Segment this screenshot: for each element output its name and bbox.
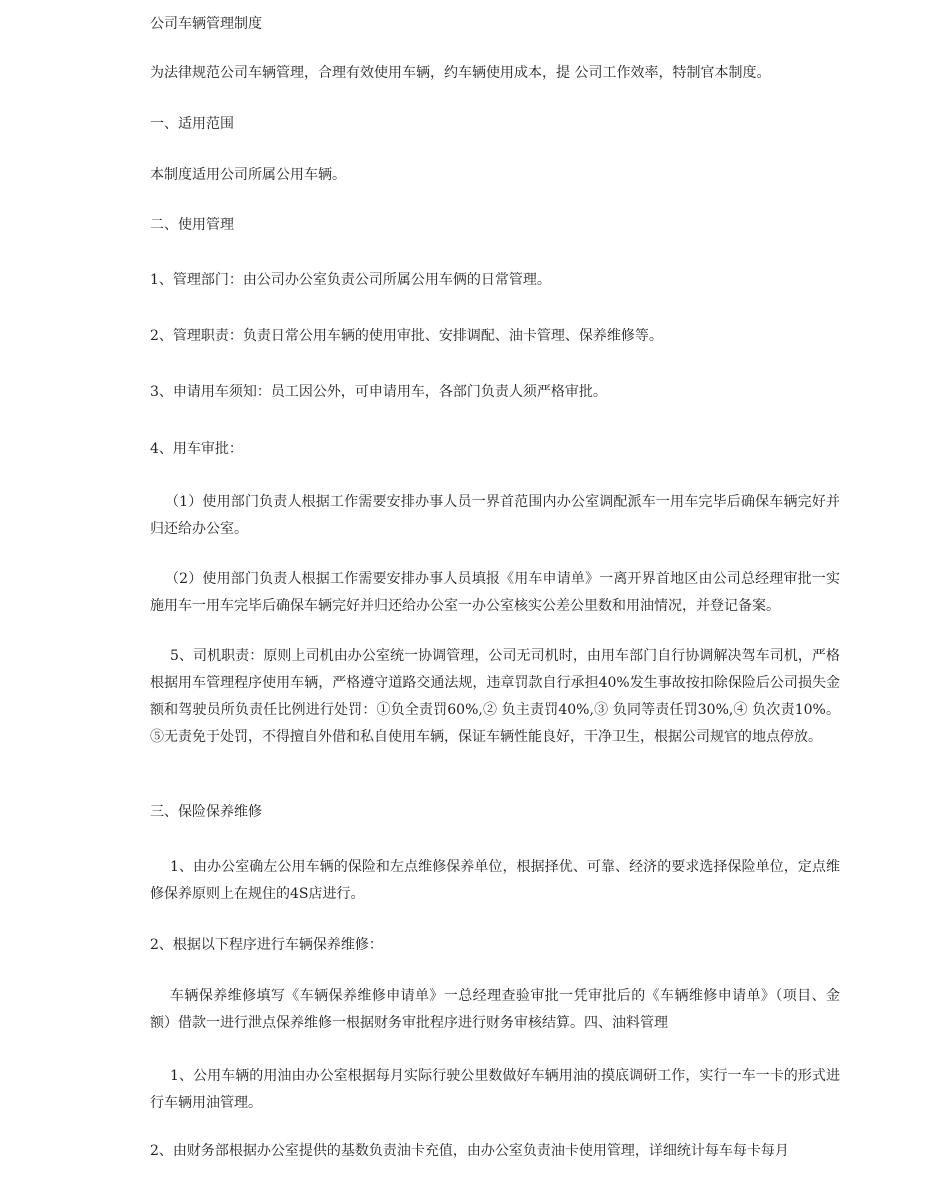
section-2-item-5: 5、司机职责：原则上司机由办公室统一协调管理，公司无司机时，由用车部门自行协调解决驾车司机，严格根据用车管理程序使用车辆，严格遵守道路交通法规，违章罚款自行承担40%发生事故按扣除保险后公司损失金额和驾驶员所负责任比例进行处罚：①负全责罚60%,② 负主责罚40%,③ 负同等责任罚30%,④ 负次责10%。⑤无责免于处罚，不得擅自外借和私自使用车辆，保证车辆性能良好，干净卫生，根据公司规官的地点停放。 — [150, 648, 840, 745]
section-3-heading: 三、保险保养维修 — [150, 804, 262, 820]
section-2-heading: 二、使用管理 — [150, 217, 234, 233]
section-1-text: 本制度适用公司所属公用车辆。 — [150, 167, 346, 183]
section-2-item-3: 3、申请用车须知：员工因公外，可申请用车，各部门负责人须严格审批。 — [150, 384, 607, 400]
section-2-item-1: 1、管理部门：由公司办公室负责公司所属公用车俩的日常管理。 — [150, 272, 551, 288]
item-4-sub-2: （2）使用部门负责人根据工作需要安排办事人员填报《用车申请单》一离开界首地区由公司总经理审批一实施用车一用车完毕后确保车辆完好并归还给办公室一办公室核实公差公里数和用油情况，并登记备案。 — [150, 571, 840, 614]
section-3-item-1: 1、由办公室确左公用车辆的保险和左点维修保养单位，根据择优、可靠、经济的要求选择保险单位，定点维修保养原则上在规住的4S店进行。 — [150, 859, 840, 902]
section-2-item-4: 4、用车审批： — [150, 441, 243, 457]
item-4-sub-1: （1）使用部门负责人根据工作需要安排办事人员一界首范围内办公室调配派车一用车完毕后确保车辆完好并归还给办公室。 — [150, 494, 840, 537]
intro-paragraph: 为法律规范公司车辆管理，合理有效使用车辆，约车辆使用成本，提 公司工作效率，特制官本制度。 — [150, 65, 771, 81]
section-3-item-2: 2、根据以下程序进行车辆保养维修： — [150, 937, 383, 953]
section-4-item-1: 1、公用车辆的用油由办公室根据每月实际行驶公里数做好车辆用油的摸底调研工作，实行一车一卡的形式进行车辆用油管理。 — [150, 1068, 840, 1111]
section-1-heading: 一、适用范围 — [150, 116, 234, 132]
section-4-item-2: 2、由财务部根据办公室提供的基数负责油卡充值，由办公室负责油卡使用管理，详细统计每车每卡每月 — [150, 1143, 789, 1159]
document-title: 公司车辆管理制度 — [150, 16, 262, 32]
section-2-item-2: 2、管理职责：负责日常公用车辆的使用审批、安排调配、油卡管理、保养维修等。 — [150, 328, 663, 344]
section-3-process: 车辆保养维修填写《车辆保养维修申请单》一总经理查验审批一凭审批后的《车辆维修申请单》（项目、金额）借款一进行泄点保养维修一根据财务审批程序进行财务审核结算。四、油料管理 — [150, 988, 840, 1031]
